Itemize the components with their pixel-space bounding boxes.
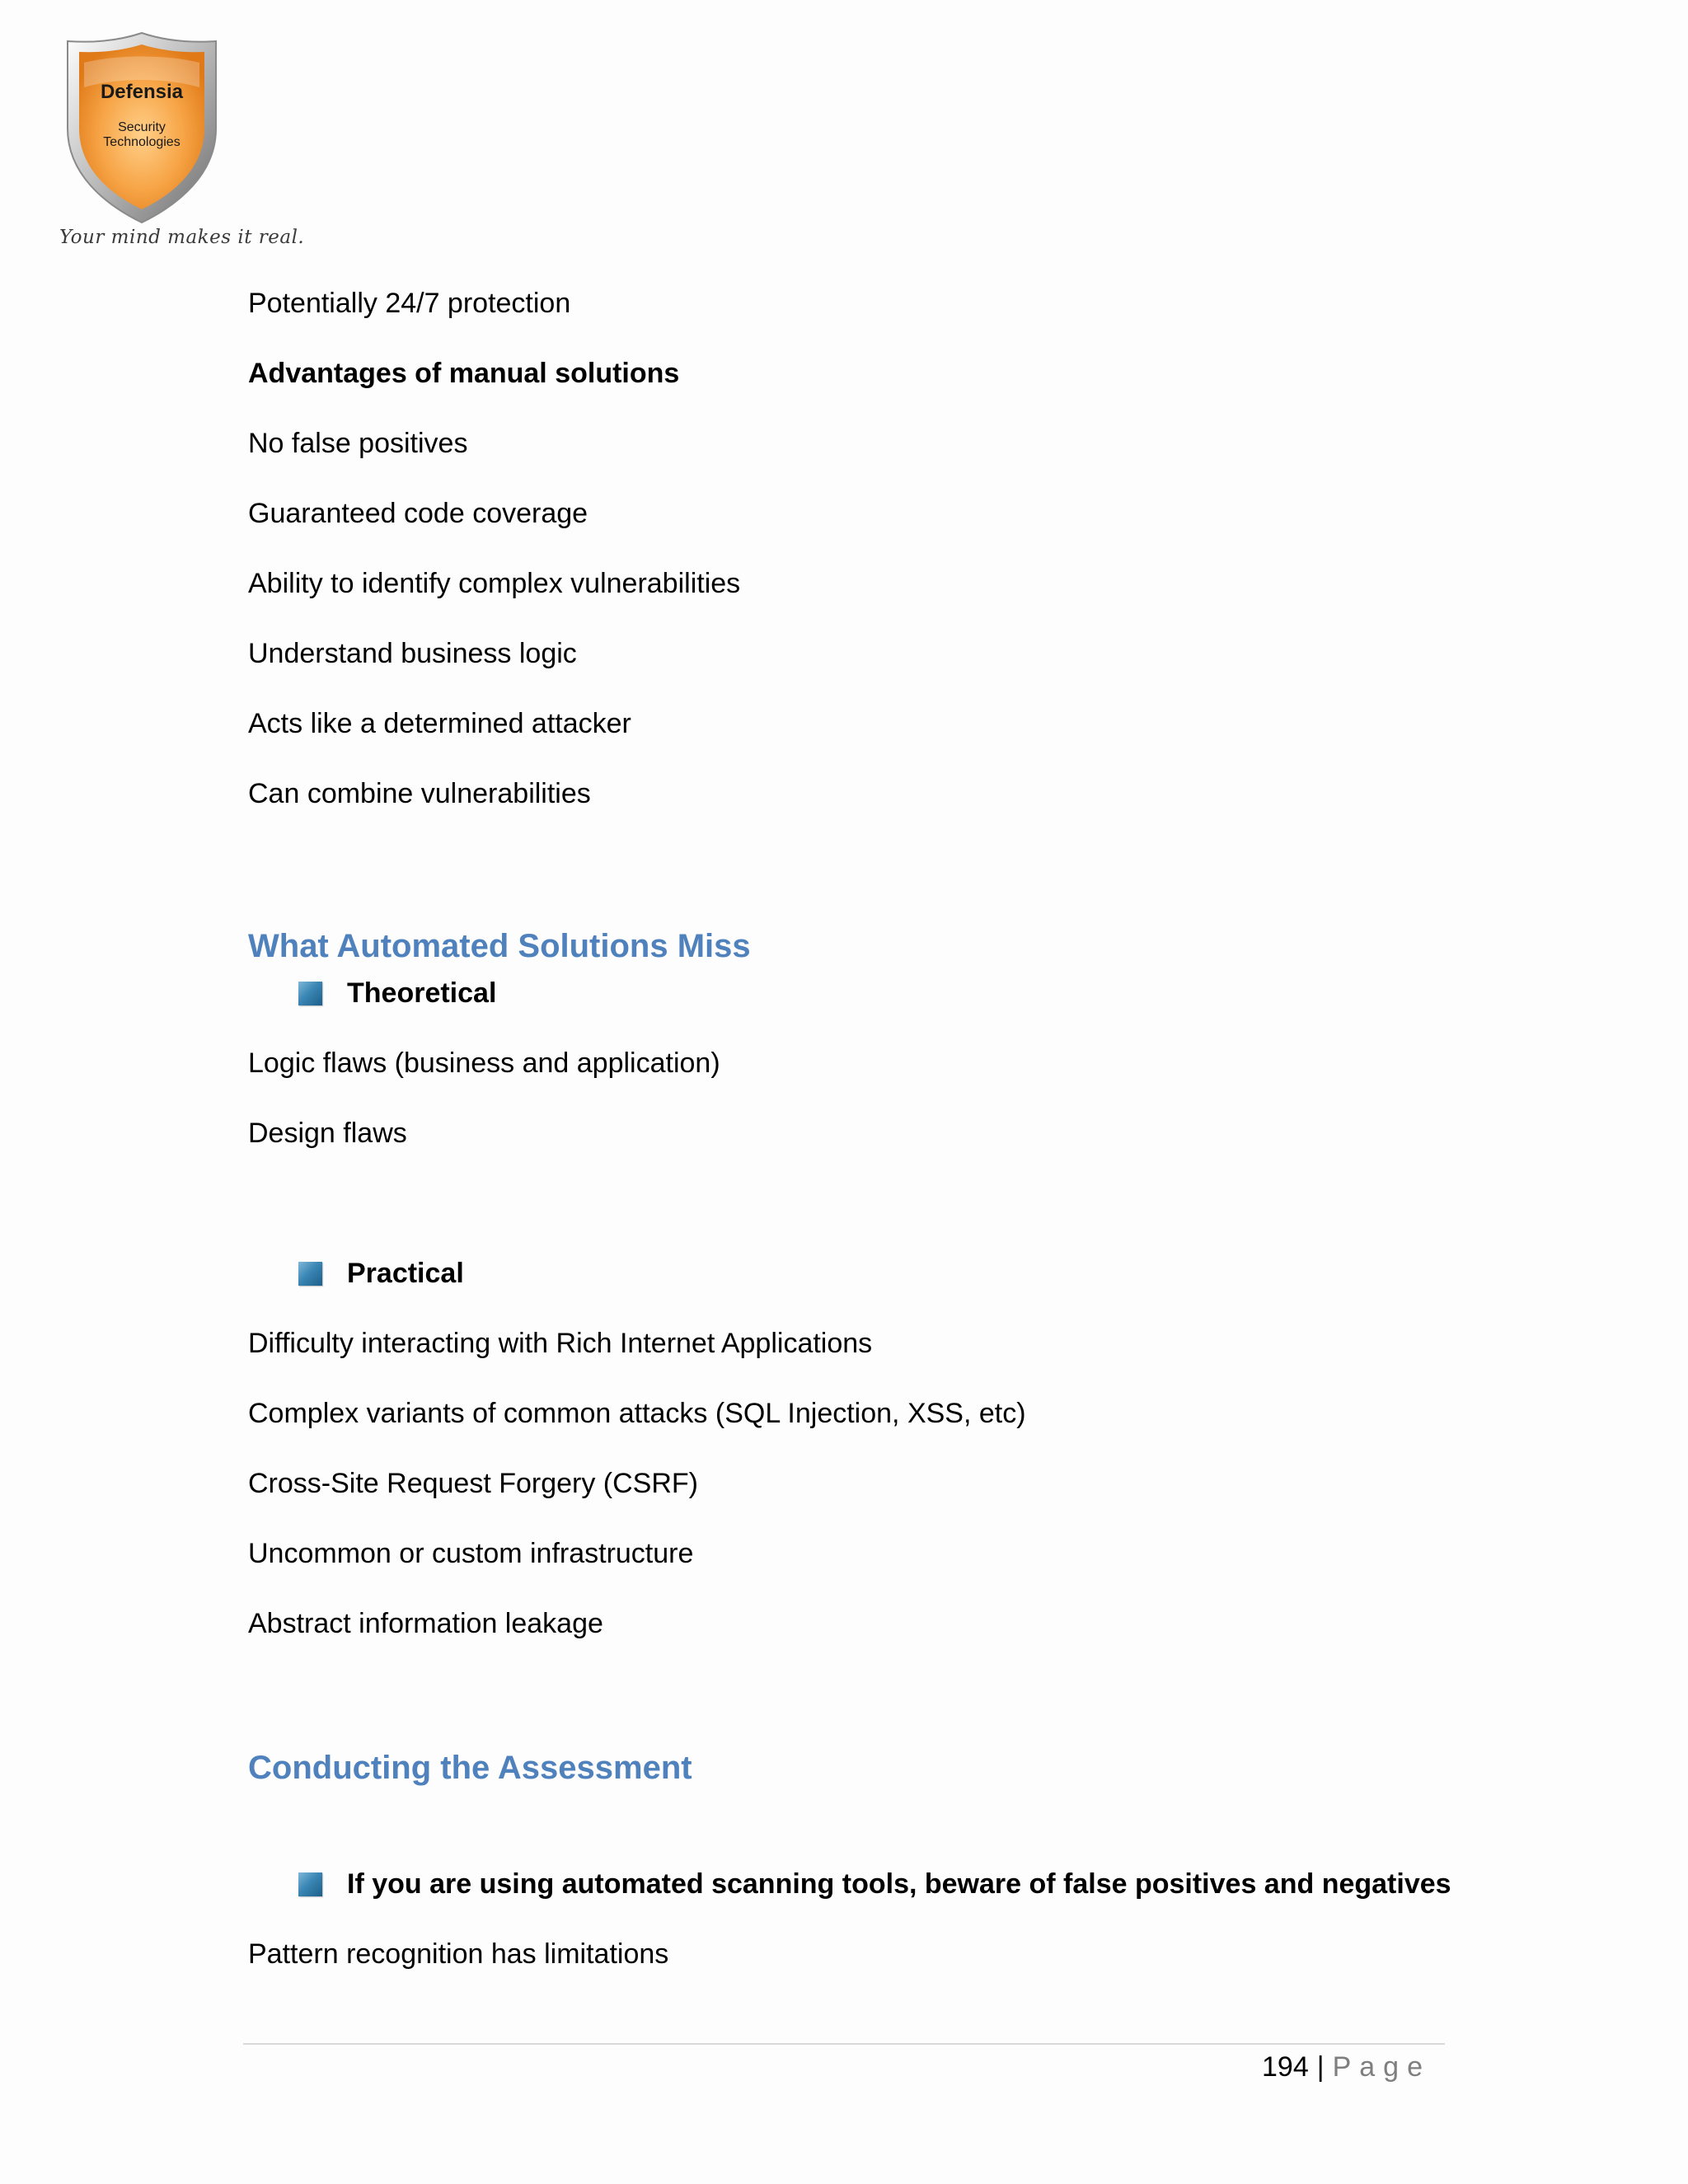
square-bullet-icon	[298, 1872, 322, 1896]
logo-brand: Defensia	[100, 81, 184, 103]
list-item: Abstract information leakage	[248, 1608, 603, 1639]
list-item: Uncommon or custom infrastructure	[248, 1538, 694, 1569]
list-item: Logic flaws (business and application)	[248, 1047, 720, 1079]
bullet-label: Practical	[347, 1258, 464, 1289]
list-item: Guaranteed code coverage	[248, 498, 588, 529]
section-heading-assessment: Conducting the Assessment	[248, 1750, 692, 1786]
list-item: Can combine vulnerabilities	[248, 778, 591, 809]
bullet-label: Theoretical	[347, 977, 497, 1009]
square-bullet-icon	[298, 982, 322, 1005]
logo-tagline: Your mind makes it real.	[59, 227, 305, 248]
list-item: Design flaws	[248, 1118, 407, 1149]
logo-subtitle-2: Technologies	[103, 135, 181, 149]
page-number: 194	[1262, 2051, 1309, 2083]
manual-advantages-heading: Advantages of manual solutions	[248, 358, 680, 389]
bullet-label: If you are using automated scanning tools, beware of false positives and negatives	[347, 1868, 1451, 1900]
list-item: No false positives	[248, 428, 468, 459]
company-logo	[59, 30, 305, 260]
list-item: Difficulty interacting with Rich Internet Applications	[248, 1328, 873, 1359]
list-item: Understand business logic	[248, 638, 577, 669]
list-item: Cross-Site Request Forgery (CSRF)	[248, 1468, 699, 1499]
page-footer	[1262, 2050, 1431, 2083]
page-label: Page	[1332, 2051, 1431, 2083]
logo-subtitle-1: Security	[118, 120, 166, 134]
list-item: Ability to identify complex vulnerabilities	[248, 568, 741, 599]
footer-divider	[243, 2043, 1445, 2045]
list-item: Pattern recognition has limitations	[248, 1938, 669, 1970]
text-line: Potentially 24/7 protection	[248, 288, 571, 319]
square-bullet-icon	[298, 1262, 322, 1286]
list-item: Complex variants of common attacks (SQL Injection, XSS, etc)	[248, 1398, 1026, 1429]
section-heading-automated-miss: What Automated Solutions Miss	[248, 928, 751, 964]
list-item: Acts like a determined attacker	[248, 708, 631, 739]
footer-separator: |	[1316, 2051, 1325, 2083]
